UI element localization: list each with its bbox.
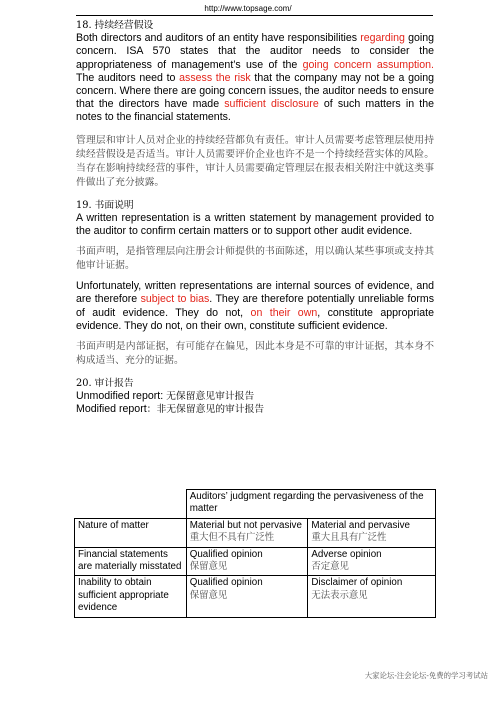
spacer [76, 368, 434, 377]
cell-cn: 保留意见 [189, 589, 228, 601]
section-20-title: 审计报告 [94, 378, 134, 390]
spacer [76, 125, 434, 134]
cell-en: Qualified opinion [189, 548, 263, 560]
table-cell [186, 547, 308, 576]
cell-cn: 重大且具有广泛性 [311, 532, 387, 544]
text-run: . They are therefore potentially unreliable forms of audit evidence. They do not, [76, 293, 434, 319]
spacer [76, 190, 434, 199]
cell-cn: 保留意见 [189, 561, 228, 573]
cell-en: Material and pervasive [311, 519, 410, 531]
table-col-not-pervasive [186, 518, 308, 547]
footer-text: 大家论坛-注会论坛-免费的学习考试站 [364, 671, 488, 680]
audit-opinion-table [74, 489, 436, 618]
table-row-label: Financial statements are materially misstated [75, 547, 187, 576]
section-18-title: 持续经营假设 [94, 20, 154, 31]
section-18-english [76, 32, 434, 124]
section-18-number: 18. [76, 20, 92, 31]
section-18-heading [76, 19, 434, 32]
text-run: , constitute appropriate evidence. They do not, on their own, constitute sufficient evidence. [76, 306, 434, 332]
cell-cn: 否定意见 [311, 561, 349, 573]
cell-en: Disclaimer of opinion [311, 577, 403, 589]
section-19-number: 19. [76, 199, 92, 211]
text-run: The auditors need to [76, 71, 180, 84]
highlight-on-their-own: on their own [250, 306, 318, 319]
section-18-chinese: 管理层和审计人员对企业的持续经营都负有责任。审计人员需要考虑管理层使用持续经营假设是否适当。审计人员需要评价企业也许不是一个持续经营实体的风险。当存在影响持续经营的事件，审计人员需要确定管理层在报表相关附注中就这类事件做出了充分披露。 [76, 134, 434, 188]
text-run: Both directors and auditors of an entity have responsibilities [76, 32, 361, 45]
section-19-chinese: 书面声明，是指管理层向注册会计师提供的书面陈述，用以确认某些事项或支持其他审计证据。 [76, 246, 434, 272]
cell-en: Adverse opinion [311, 548, 382, 560]
highlight-assess-the-risk: assess the risk [179, 71, 251, 84]
table-row [75, 547, 436, 576]
document-body [76, 19, 434, 417]
cell-en: Qualified opinion [189, 577, 263, 589]
text-run: Unmodified report: [76, 390, 167, 403]
section-19-chinese-2: 书面声明是内部证据，有可能存在偏见，因此本身是不可靠的审计证据，其本身不构成适当、充分的证据。 [76, 341, 434, 367]
highlight-going-concern-assumption: going concern assumption. [302, 58, 434, 71]
text-run: Unfortunately, written representations are internal sources of evidence, and are therefore [76, 280, 434, 306]
section-19-title: 书面说明 [94, 199, 134, 211]
table-col-nature: Nature of matter [75, 518, 187, 547]
highlight-subject-to-bias: subject to bias [140, 293, 210, 306]
highlight-regarding: regarding [360, 32, 405, 45]
modified-report-line [76, 403, 434, 416]
text-run: of such matters in the notes to the financial statements. [76, 98, 434, 124]
table-cell [308, 547, 436, 576]
table-row [75, 518, 436, 547]
table-col-pervasive [308, 518, 436, 547]
header-rule [76, 15, 433, 16]
text-run: Modified report [76, 403, 147, 416]
unmodified-report-line [76, 390, 434, 403]
text-run: 无保留意见审计报告 [166, 391, 255, 403]
section-20-number: 20. [76, 378, 92, 390]
cell-cn: 重大但不具有广泛性 [189, 532, 275, 544]
text-run: ：非无保留意见的审计报告 [146, 404, 265, 416]
table-row [75, 490, 436, 519]
section-19-heading [76, 199, 434, 212]
table-cell [308, 576, 436, 617]
cell-en: Material but not pervasive [189, 519, 302, 531]
highlight-sufficient-disclosure: sufficient disclosure [224, 98, 319, 111]
section-19-english: A written representation is a written statement by management provided to the auditor to confirm certain matters or to support other audit evidence. [76, 211, 434, 238]
spacer [76, 333, 434, 340]
spacer [76, 238, 434, 245]
text-run: that the company may not be a going concern. Where there are going concern issues, the auditor needs to ensure that the directors have made [76, 71, 435, 111]
table-cell [186, 576, 308, 617]
table-header-span: Auditors’ judgment regarding the pervasiveness of the matter [186, 490, 435, 519]
table-row-label: Inability to obtain sufficient appropriate evidence [75, 576, 187, 617]
header-url[interactable]: http://www.topsage.com/ [204, 4, 292, 13]
section-19-english-2 [76, 280, 434, 333]
table-row [75, 576, 436, 617]
spacer [76, 273, 434, 280]
table-corner-cell [75, 490, 187, 519]
cell-cn: 无法表示意见 [311, 589, 368, 601]
text-run: going concern. ISA 570 states that the auditor needs to consider the appropriateness of management’s use of the [76, 32, 434, 71]
section-20-heading [76, 377, 434, 390]
